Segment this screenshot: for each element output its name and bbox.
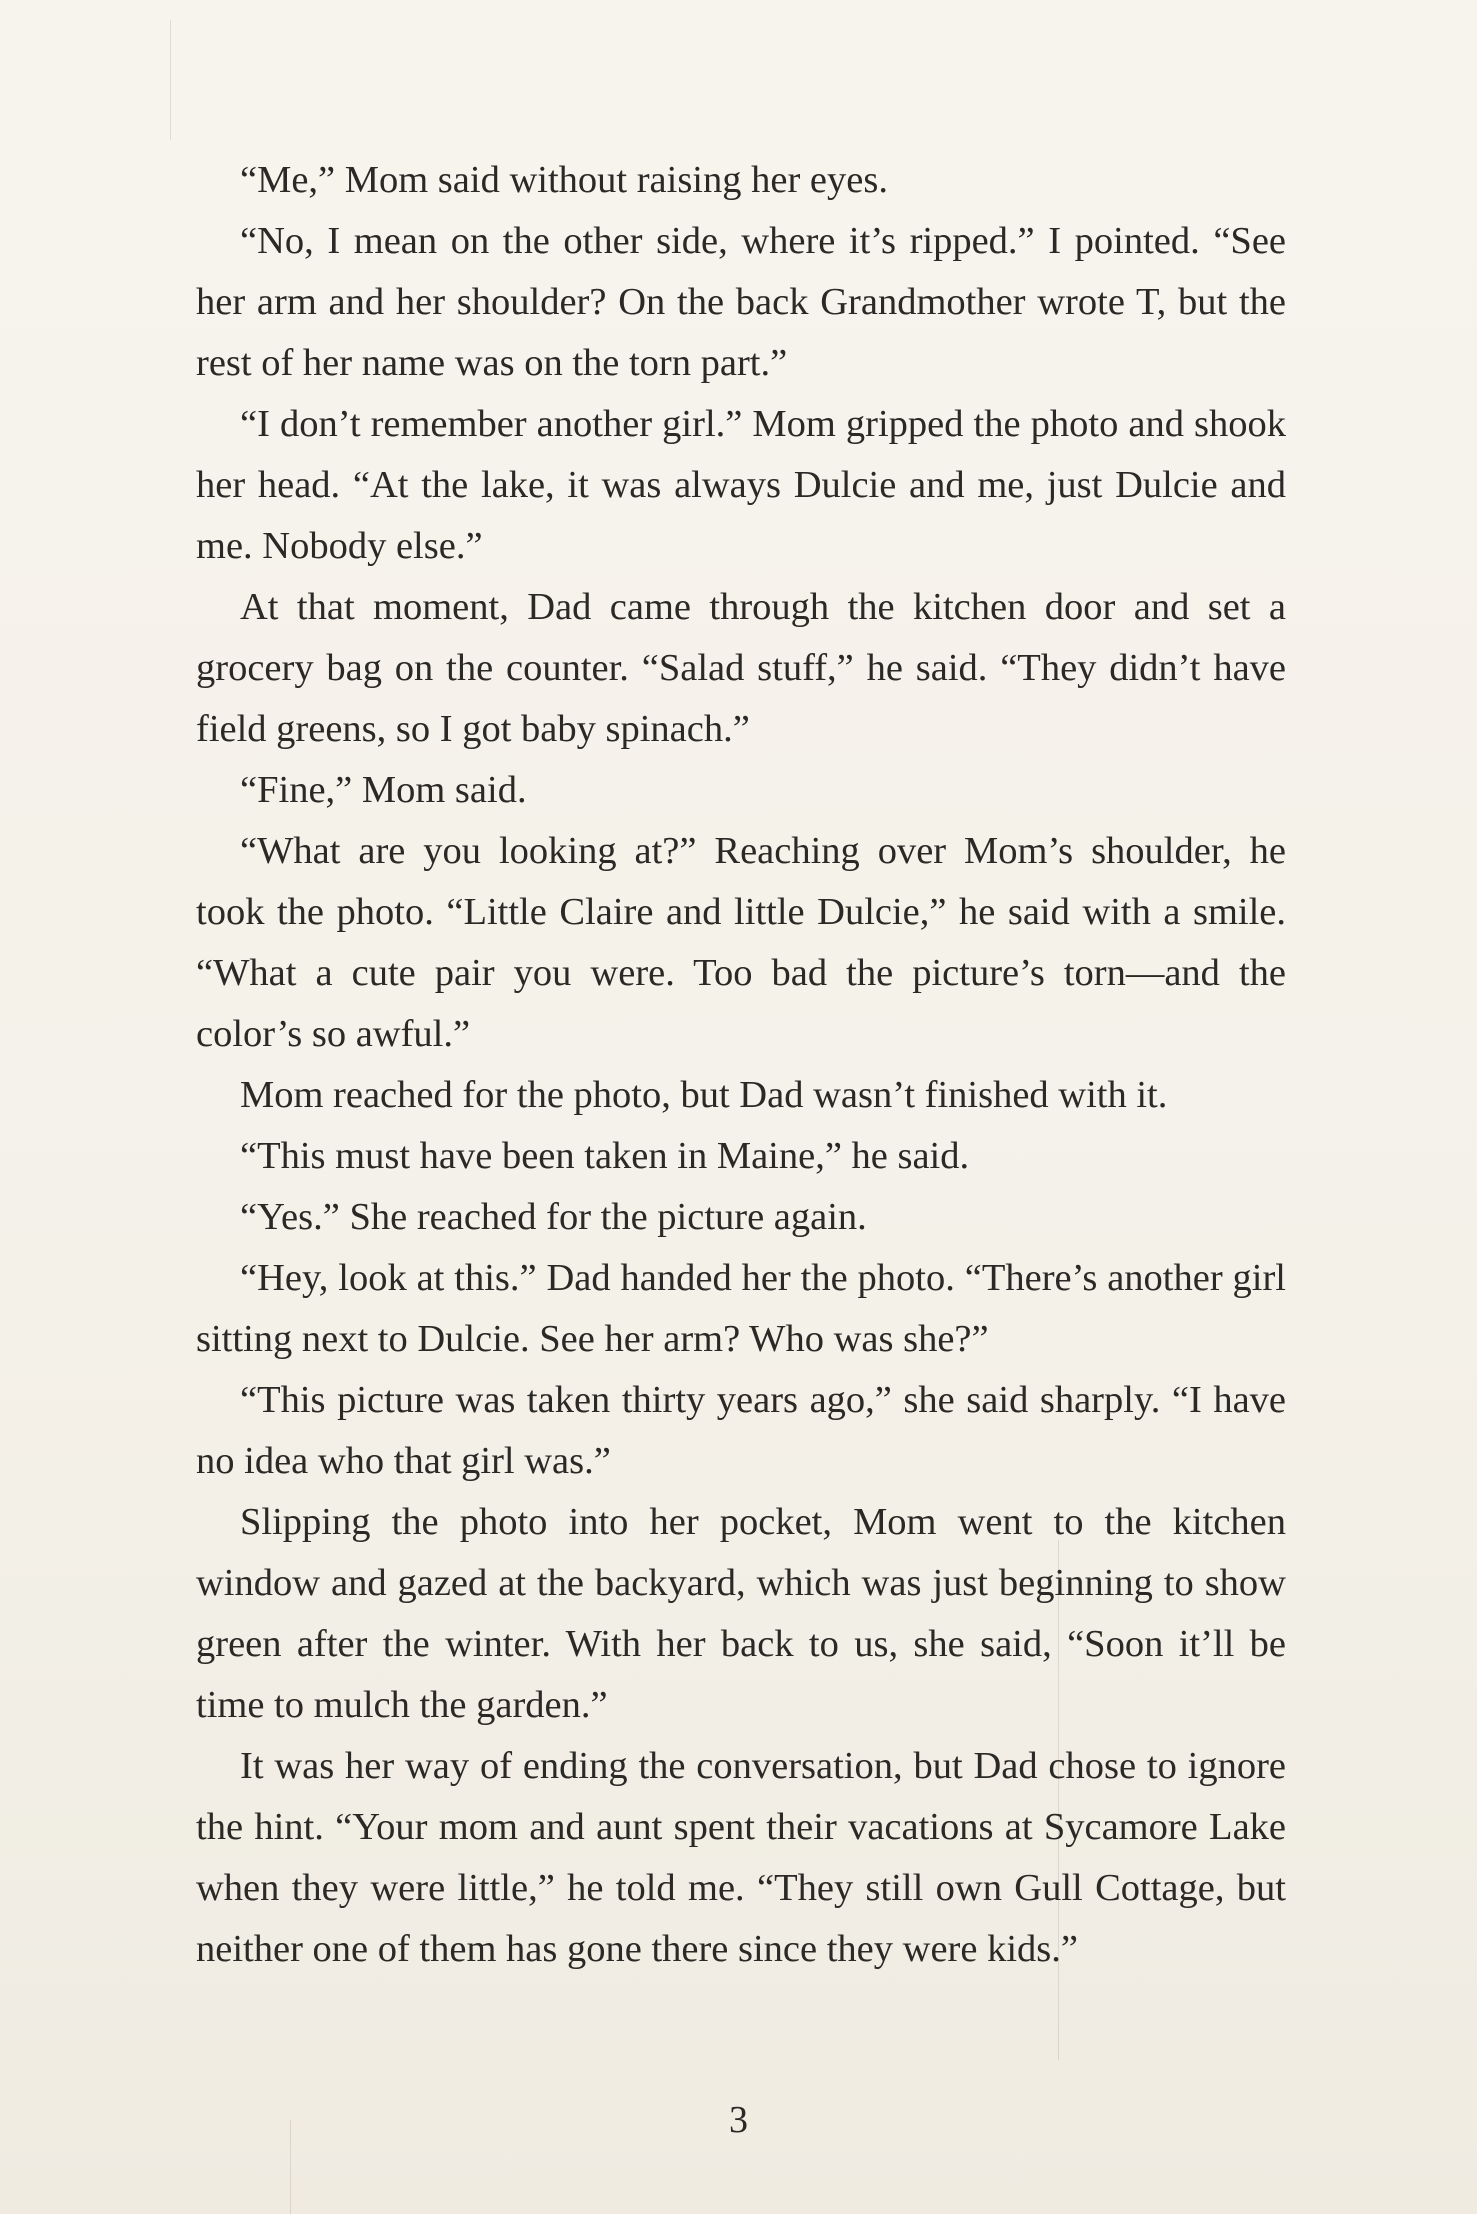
paragraph: “I don’t remember another girl.” Mom gripped the photo and shook her head. “At the lake, it was always Dulcie and me, just Dulcie and me. Nobody else.” [196,403,1286,567]
paragraph: “This picture was taken thirty years ago,” she said sharply. “I have no idea who that girl was.” [196,1379,1286,1482]
page-number: 3 [729,2099,748,2141]
paragraph: Slipping the photo into her pocket, Mom went to the kitchen window and gazed at the backyard, which was just beginning to show green after the winter. With her back to us, she said, “Soon it’ll be time to mulch the garden.” [196,1501,1286,1726]
scan-crease [170,20,171,140]
paragraph: It was her way of ending the conversation, but Dad chose to ignore the hint. “Your mom and aunt spent their vacations at Sycamore Lake when they were little,” he told me. “They still own Gull Cottage, but neither one of them has gone there since they were kids.” [196,1745,1286,1970]
body-text [196,150,1286,1980]
paragraph: “What are you looking at?” Reaching over Mom’s shoulder, he took the photo. “Little Claire and little Dulcie,” he said with a smile. “What a cute pair you were. Too bad the picture’s torn—and the color’s so awful.” [196,830,1286,1055]
paragraph: “Hey, look at this.” Dad handed her the photo. “There’s another girl sitting next to Dulcie. See her arm? Who was she?” [196,1257,1286,1360]
paragraph: “Yes.” She reached for the picture again. [240,1196,867,1238]
paragraph: “Me,” Mom said without raising her eyes. [240,159,888,201]
paragraph: At that moment, Dad came through the kitchen door and set a grocery bag on the counter. “Salad stuff,” he said. “They didn’t have field greens, so I got baby spinach.” [196,586,1286,750]
paragraph: “Fine,” Mom said. [240,769,527,811]
paragraph: “This must have been taken in Maine,” he said. [240,1135,970,1177]
paragraph: “No, I mean on the other side, where it’s ripped.” I pointed. “See her arm and her shoulder? On the back Grandmother wrote T, but the rest of her name was on the torn part.” [196,220,1286,384]
paragraph: Mom reached for the photo, but Dad wasn’t finished with it. [240,1074,1168,1116]
